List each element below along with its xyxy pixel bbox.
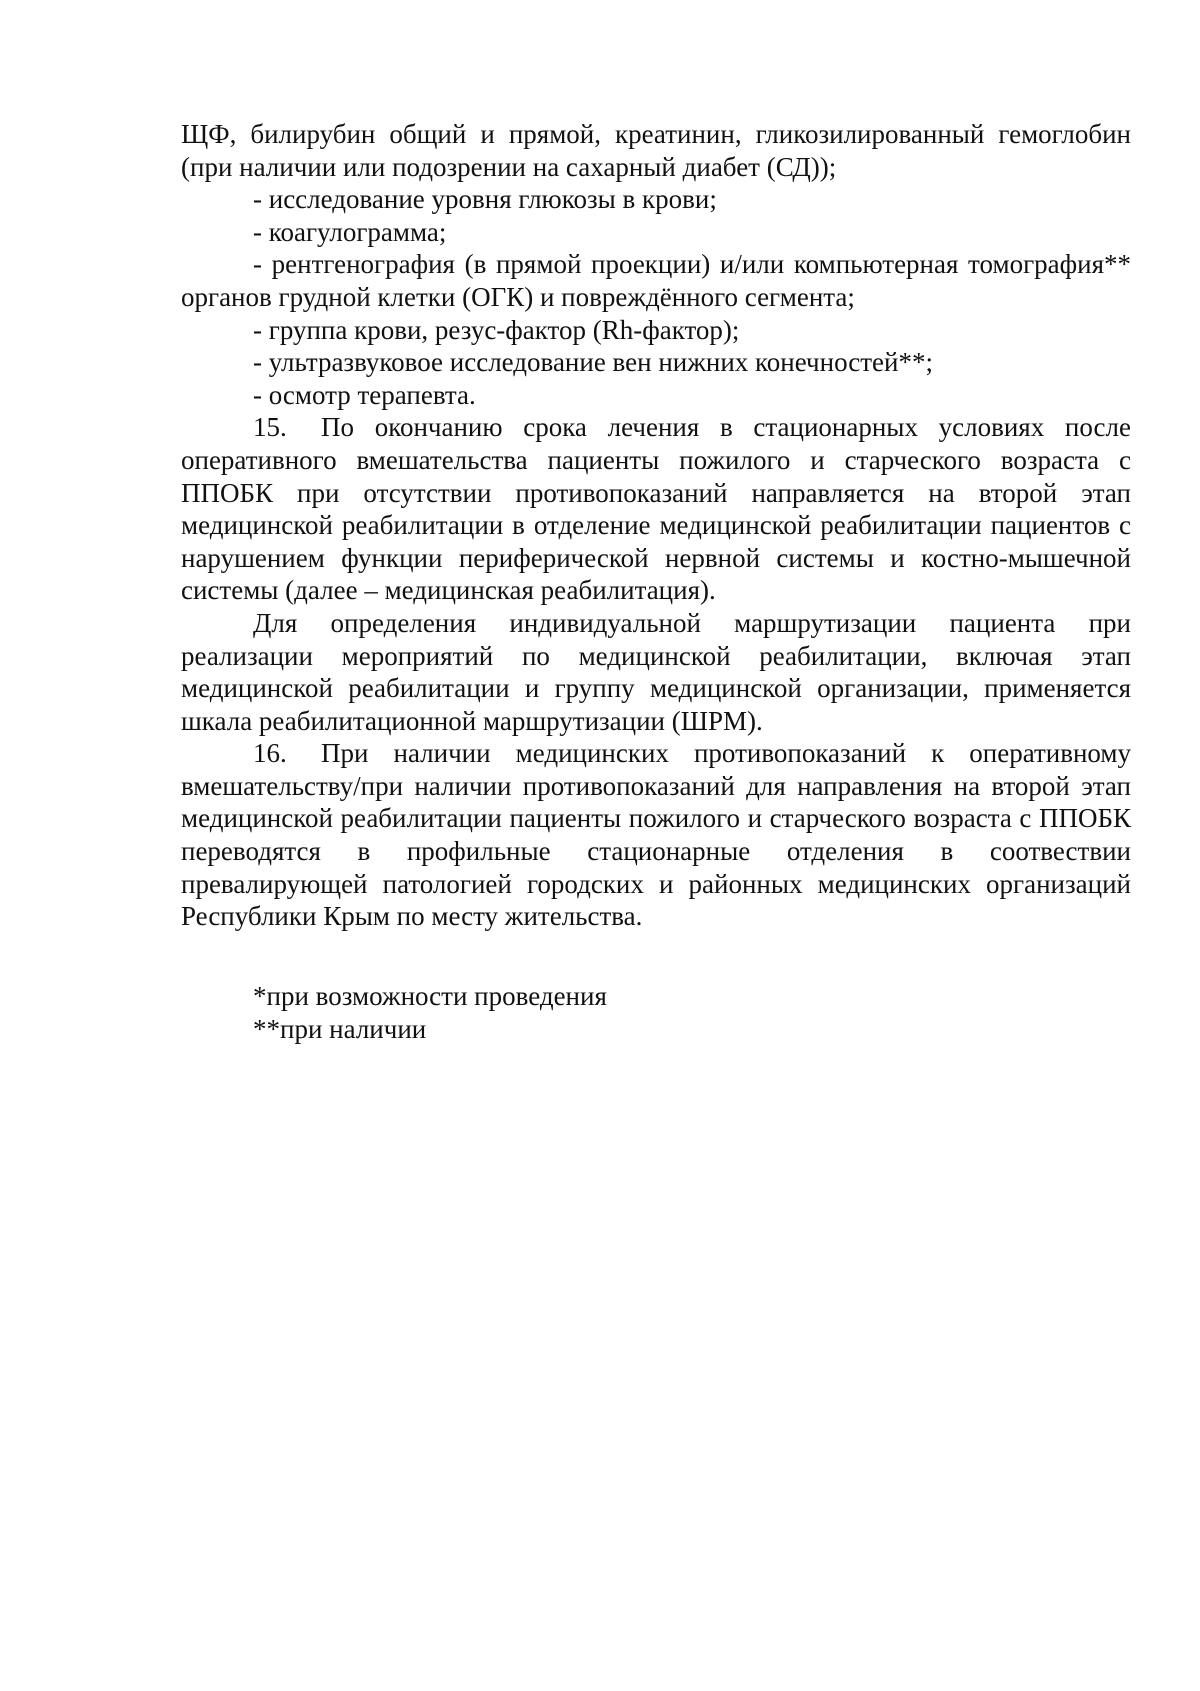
footnote-single-star: *при возможности проведения bbox=[253, 981, 607, 1011]
routing-paragraph: Для определения индивидуальной маршрутизации пациента при реализации мероприятий по медицинской реабилитации, включая этап медицинской реабилитации и группу медицинской организации, применяется шкала реабилитационной маршрутизации (ШРМ). bbox=[181, 607, 1131, 736]
paragraph-16-number: 16. bbox=[253, 738, 287, 769]
footnotes bbox=[253, 980, 607, 1046]
list-item-coagulogram: - коагулограмма; bbox=[253, 216, 447, 247]
paragraph-16 bbox=[181, 737, 1131, 933]
list-item-xray: - рентгенография (в прямой проекции) и/или компьютерная томография** органов грудной клетки (ОГК) и повреждённого сегмента; bbox=[181, 249, 1131, 312]
list-item-ultrasound: - ультразвуковое исследование вен нижних конечностей**; bbox=[253, 347, 933, 378]
list-item-glucose: - исследование уровня глюкозы в крови; bbox=[253, 184, 717, 215]
list-continuation: ЩФ, билирубин общий и прямой, креатинин, гликозилированный гемоглобин (при наличии или подозрении на сахарный диабет (СД)); bbox=[181, 119, 1131, 182]
document-body bbox=[181, 118, 1131, 933]
paragraph-15-number: 15. bbox=[253, 412, 287, 443]
footnote-double-star: **при наличии bbox=[253, 1014, 427, 1044]
paragraph-15-text: По окончанию срока лечения в стационарных условиях после оперативного вмешательства пациенты пожилого и старческого возраста с ППОБК при отсутствии противопоказаний направляется на второй этап медицинской реабилитации в отделение медицинской реабилитации пациентов с нарушением функции периферической нервной системы и костно-мышечной системы (далее – медицинская реабилитация). bbox=[181, 412, 1131, 606]
list-item-therapist: - осмотр терапевта. bbox=[253, 379, 476, 410]
paragraph-15 bbox=[181, 411, 1131, 607]
list-item-blood-group: - группа крови, резус-фактор (Rh-фактор); bbox=[253, 314, 740, 345]
paragraph-16-text: При наличии медицинских противопоказаний к оперативному вмешательству/при наличии противопоказаний для направления на второй этап медицинской реабилитации пациенты пожилого и старческого возраста с ППОБК переводятся в профильные стационарные отделения в соотвествии превалирующей патологией городских и районных медицинских организаций Республики Крым по месту жительства. bbox=[181, 738, 1131, 932]
